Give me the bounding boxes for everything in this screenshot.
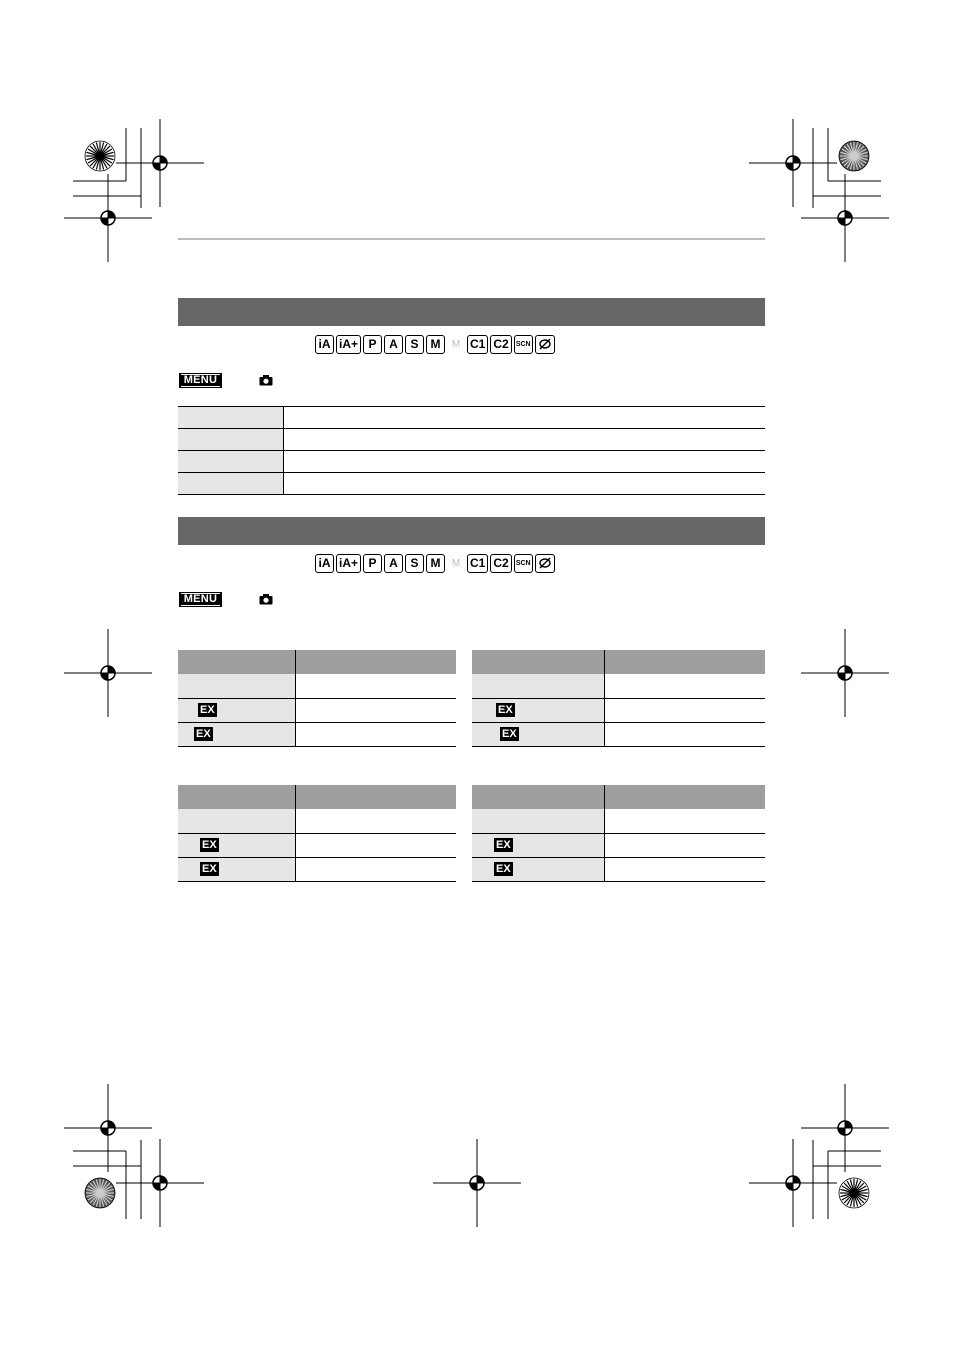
registration-mark-icon (801, 629, 889, 717)
ia-plus-mode-icon: iA+ (336, 554, 361, 573)
option-desc (283, 429, 765, 451)
size-value (296, 833, 457, 857)
color-wheel-icon (84, 140, 116, 172)
size-key (472, 833, 605, 857)
ex-badge: EX (496, 863, 511, 876)
c1-mode-icon: C1 (467, 335, 488, 354)
m-mode-icon: M (426, 335, 445, 354)
registration-mark-icon (749, 1139, 837, 1227)
table-row (178, 722, 456, 746)
ex-badge: EX (202, 863, 217, 876)
size-key (178, 809, 296, 833)
ex-badge: EX (498, 704, 513, 717)
size-value (605, 674, 766, 698)
option-desc (283, 407, 765, 429)
column-header (605, 785, 766, 809)
ia-mode-icon: iA (315, 335, 334, 354)
column-header (178, 785, 296, 809)
table-row (178, 809, 456, 833)
a-mode-icon: A (384, 335, 403, 354)
registration-mark-icon (749, 119, 837, 207)
m-mode-icon: M (426, 554, 445, 573)
ex-badge: EX (202, 839, 217, 852)
table-row (472, 857, 765, 881)
color-wheel-icon (838, 1177, 870, 1209)
ex-badge: EX (200, 704, 215, 717)
column-header (605, 650, 766, 674)
table-row (178, 857, 456, 881)
mode-icons (315, 334, 555, 354)
size-key (178, 857, 296, 881)
registration-mark-icon (801, 1084, 889, 1172)
size-key (472, 809, 605, 833)
table-row (178, 429, 765, 451)
creative-control-mode-icon (535, 554, 555, 573)
size-key (178, 722, 296, 746)
ex-badge: EX (496, 839, 511, 852)
option-desc (283, 451, 765, 473)
header-rule (178, 238, 765, 240)
section-title-bar (178, 517, 765, 545)
size-key (472, 722, 605, 746)
creative-video-mode-icon: M (447, 335, 465, 354)
option-key (178, 429, 283, 451)
size-table (178, 785, 456, 882)
column-header (472, 785, 605, 809)
size-key (178, 833, 296, 857)
column-header (472, 650, 605, 674)
camera-icon (259, 375, 273, 386)
option-desc (283, 473, 765, 495)
registration-mark-icon (433, 1139, 521, 1227)
option-key (178, 473, 283, 495)
table-row (472, 722, 765, 746)
c1-mode-icon: C1 (467, 554, 488, 573)
size-key (178, 674, 296, 698)
color-wheel-icon (838, 140, 870, 172)
size-table (178, 650, 456, 747)
menu-badge: MENU (179, 592, 222, 607)
option-key (178, 407, 283, 429)
column-header (178, 650, 296, 674)
size-value (296, 698, 457, 722)
ia-plus-mode-icon: iA+ (336, 335, 361, 354)
ex-badge: EX (502, 728, 517, 741)
size-value (605, 833, 766, 857)
option-key (178, 451, 283, 473)
size-value (605, 857, 766, 881)
camera-icon (259, 594, 273, 605)
registration-mark-icon (64, 1084, 152, 1172)
scn-mode-icon: SCN (514, 335, 533, 354)
color-wheel-icon (84, 1177, 116, 1209)
size-value (296, 857, 457, 881)
table-row (178, 473, 765, 495)
ia-mode-icon: iA (315, 554, 334, 573)
table-row (472, 674, 765, 698)
creative-video-mode-icon: M (447, 554, 465, 573)
section-title-bar (178, 298, 765, 326)
creative-control-mode-icon (535, 335, 555, 354)
registration-mark-icon (116, 119, 204, 207)
registration-mark-icon (64, 629, 152, 717)
size-value (296, 674, 457, 698)
a-mode-icon: A (384, 554, 403, 573)
size-key (472, 674, 605, 698)
size-table (472, 650, 765, 747)
table-row (472, 809, 765, 833)
scn-mode-icon: SCN (514, 554, 533, 573)
table-row (472, 833, 765, 857)
s-mode-icon: S (405, 554, 424, 573)
table-row (178, 451, 765, 473)
table-row (178, 833, 456, 857)
registration-mark-icon (64, 174, 152, 262)
size-table (472, 785, 765, 882)
p-mode-icon: P (363, 554, 382, 573)
size-key (472, 857, 605, 881)
size-value (296, 809, 457, 833)
size-value (605, 722, 766, 746)
registration-mark-icon (801, 174, 889, 262)
c2-mode-icon: C2 (490, 335, 511, 354)
registration-mark-icon (116, 1139, 204, 1227)
size-key (472, 698, 605, 722)
table-row (178, 674, 456, 698)
size-value (605, 809, 766, 833)
size-value (605, 698, 766, 722)
table-row (178, 698, 456, 722)
c2-mode-icon: C2 (490, 554, 511, 573)
options-table (178, 406, 765, 495)
column-header (296, 785, 457, 809)
menu-badge: MENU (179, 373, 222, 388)
ex-badge: EX (196, 728, 211, 741)
table-row (178, 407, 765, 429)
s-mode-icon: S (405, 335, 424, 354)
size-key (178, 698, 296, 722)
table-row (472, 698, 765, 722)
column-header (296, 650, 457, 674)
p-mode-icon: P (363, 335, 382, 354)
mode-icons (315, 553, 555, 573)
size-value (296, 722, 457, 746)
